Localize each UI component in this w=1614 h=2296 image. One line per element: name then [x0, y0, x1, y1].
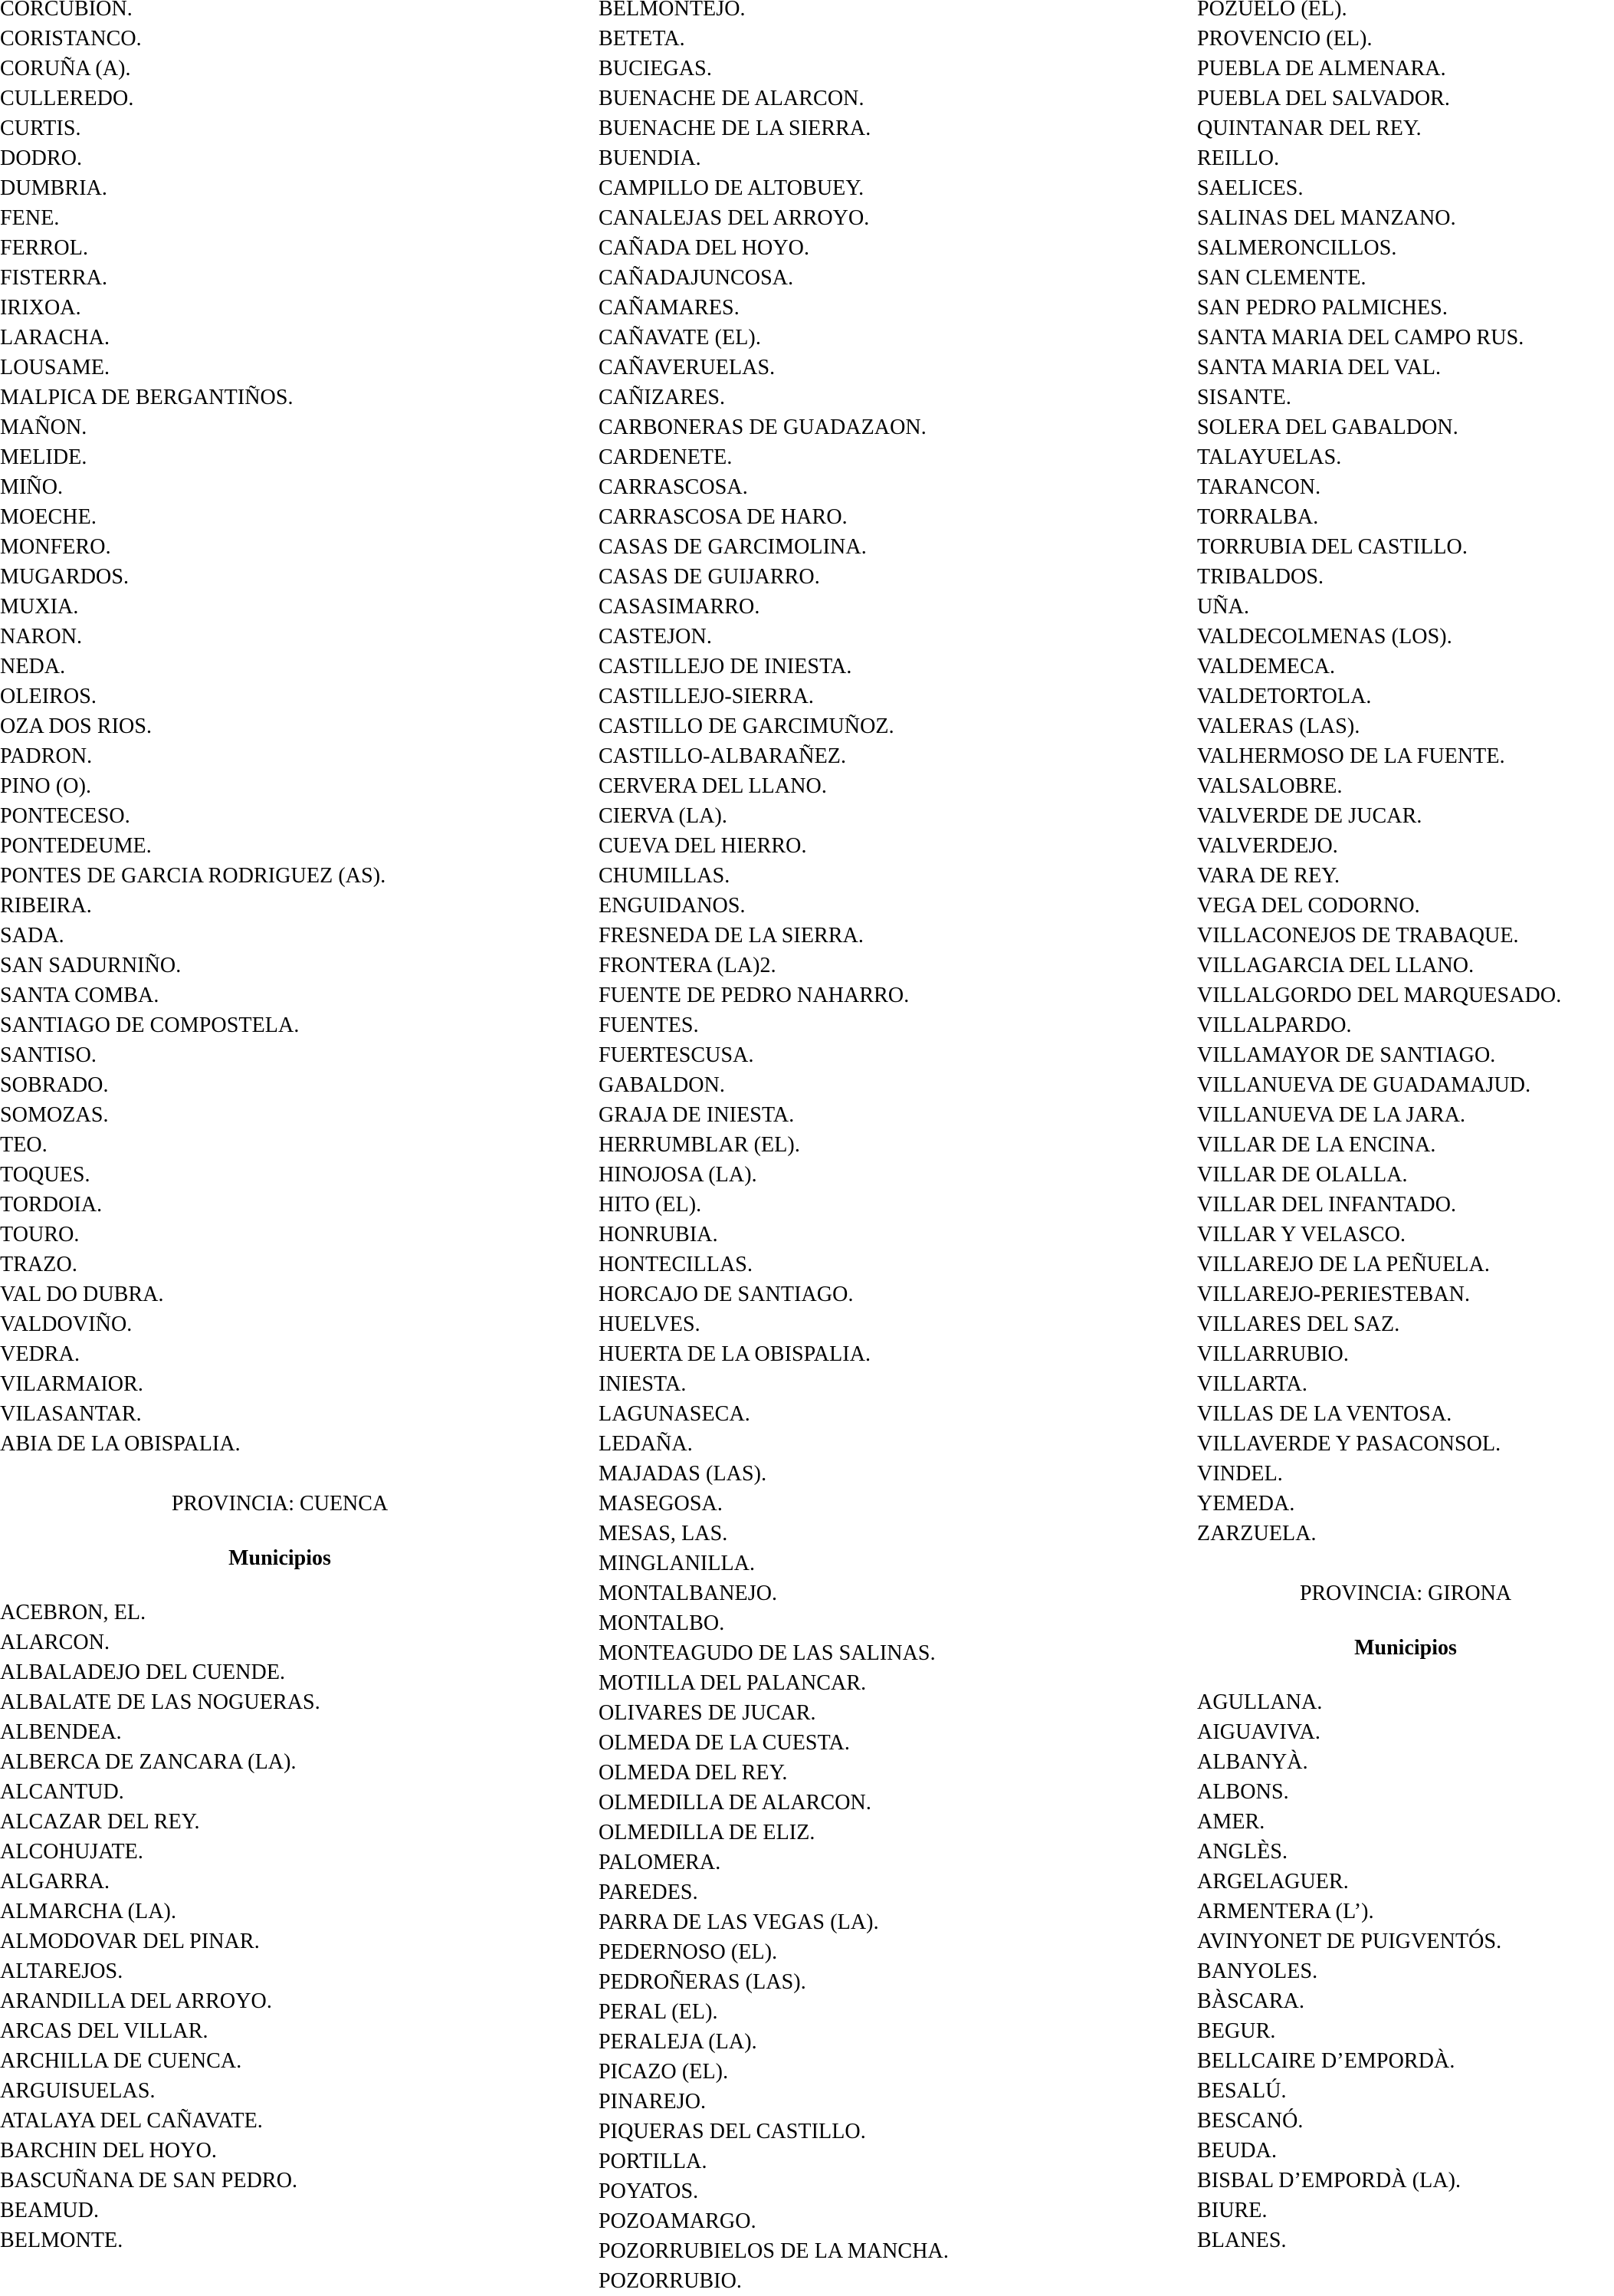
municipality-item: MONTALBO.	[599, 1611, 725, 1635]
municipality-item: PORTILLA.	[599, 2150, 707, 2173]
municipality-item: ALCOHUJATE.	[0, 1840, 143, 1864]
municipality-item: ARCHILLA DE CUENCA.	[0, 2049, 242, 2073]
municipality-item: VILLALGORDO DEL MARQUESADO.	[1197, 984, 1562, 1007]
municipality-item: FENE.	[0, 206, 60, 230]
municipality-item: SALINAS DEL MANZANO.	[1197, 206, 1456, 230]
municipality-item: TALAYUELAS.	[1197, 445, 1342, 469]
municipality-item: HONTECILLAS.	[599, 1253, 753, 1276]
municipality-item: MIÑO.	[0, 475, 64, 499]
municipality-item: FUENTES.	[599, 1013, 699, 1037]
municipality-item: MAÑON.	[0, 416, 87, 439]
municipality-item: VEGA DEL CODORNO.	[1197, 894, 1420, 918]
province-heading-girona: PROVINCIA: GIRONA	[1299, 1582, 1512, 1605]
municipality-item: VALDECOLMENAS (LOS).	[1197, 625, 1452, 649]
municipality-item: HONRUBIA.	[599, 1223, 718, 1247]
municipality-item: PEDERNOSO (EL).	[599, 1940, 778, 1964]
municipality-item: BANYOLES.	[1197, 1959, 1318, 1983]
municipality-item: ALCAZAR DEL REY.	[0, 1810, 200, 1834]
municipality-item: CORUÑA (A).	[0, 57, 131, 80]
municipality-item: POYATOS.	[599, 2179, 699, 2203]
municipality-item: BÀSCARA.	[1197, 1989, 1305, 2013]
municipality-item: POZOAMARGO.	[599, 2209, 756, 2233]
municipality-item: PALOMERA.	[599, 1851, 721, 1874]
municipality-item: VILLALPARDO.	[1197, 1013, 1352, 1037]
municipality-item: SOBRADO.	[0, 1073, 109, 1097]
municipality-item: CASTILLO DE GARCIMUÑOZ.	[599, 714, 894, 738]
municipality-item: SAN CLEMENTE.	[1197, 266, 1366, 290]
municipality-item: OLMEDA DEL REY.	[599, 1761, 788, 1785]
municipality-item: BEGUR.	[1197, 2019, 1276, 2043]
municipality-item: VALSALOBRE.	[1197, 774, 1343, 798]
column-2	[599, 0, 1166, 2296]
municipality-item: BUENACHE DE LA SIERRA.	[599, 117, 871, 140]
municipality-item: BETETA.	[599, 27, 685, 51]
municipality-item: DODRO.	[0, 146, 83, 170]
municipality-item: VILLARRUBIO.	[1197, 1342, 1349, 1366]
municipality-item: HINOJOSA (LA).	[599, 1163, 757, 1187]
municipality-item: MUXIA.	[0, 595, 79, 619]
municipality-item: BIURE.	[1197, 2199, 1268, 2222]
municipality-item: CAÑAVATE (EL).	[599, 326, 761, 350]
cuenca-municipality-list	[0, 1598, 567, 2255]
municipality-item: MONTEAGUDO DE LAS SALINAS.	[599, 1641, 936, 1665]
municipality-item: CAÑADAJUNCOSA.	[599, 266, 794, 290]
column-3	[1197, 0, 1614, 2255]
municipality-item: VILLAREJO-PERIESTEBAN.	[1197, 1283, 1471, 1306]
municipality-item: VILLAS DE LA VENTOSA.	[1197, 1402, 1452, 1426]
municipality-item: BUENDIA.	[599, 146, 701, 170]
municipality-item: INIESTA.	[599, 1372, 687, 1396]
municipality-item: PUEBLA DEL SALVADOR.	[1197, 87, 1451, 110]
municipality-item: OLMEDA DE LA CUESTA.	[599, 1731, 850, 1755]
municipality-item: ALBALADEJO DEL CUENDE.	[0, 1660, 286, 1684]
municipality-item: FERROL.	[0, 236, 89, 260]
municipality-item: MOECHE.	[0, 505, 97, 529]
municipality-item: PONTEDEUME.	[0, 834, 152, 858]
municipality-item: PADRON.	[0, 744, 93, 768]
municipality-item: CAÑADA DEL HOYO.	[599, 236, 810, 260]
municipality-item: AGULLANA.	[1197, 1690, 1323, 1714]
municipality-item: OLEIROS.	[0, 685, 97, 708]
municipality-item: NARON.	[0, 625, 83, 649]
municipality-item: TOURO.	[0, 1223, 80, 1247]
cuenca-municipality-list-2	[599, 0, 1166, 2296]
municipality-item: SANTA MARIA DEL CAMPO RUS.	[1197, 326, 1524, 350]
municipality-item: BELLCAIRE D’EMPORDÀ.	[1197, 2049, 1455, 2073]
municipality-item: BISBAL D’EMPORDÀ (LA).	[1197, 2169, 1461, 2193]
municipality-item: BESALÚ.	[1197, 2079, 1287, 2103]
municipality-item: PINO (O).	[0, 774, 92, 798]
municipality-item: ANGLÈS.	[1197, 1840, 1288, 1864]
municipality-item: FUERTESCUSA.	[599, 1043, 754, 1067]
municipality-item: CORCUBION.	[0, 0, 133, 21]
municipality-item: PIQUERAS DEL CASTILLO.	[599, 2120, 866, 2143]
municipality-item: BASCUÑANA DE SAN PEDRO.	[0, 2169, 298, 2193]
municipality-item: VALDEMECA.	[1197, 655, 1336, 678]
municipality-item: TORDOIA.	[0, 1193, 103, 1217]
municipality-item: TORRUBIA DEL CASTILLO.	[1197, 535, 1468, 559]
municipality-item: HUERTA DE LA OBISPALIA.	[599, 1342, 871, 1366]
municipality-item: ALTAREJOS.	[0, 1959, 123, 1983]
municipality-item: ALBONS.	[1197, 1780, 1289, 1804]
municipality-item: AIGUAVIVA.	[1197, 1720, 1320, 1744]
municipality-item: PARRA DE LAS VEGAS (LA).	[599, 1910, 879, 1934]
municipality-item: CIERVA (LA).	[599, 804, 727, 828]
municipality-item: BEUDA.	[1197, 2139, 1278, 2163]
municipality-item: SANTISO.	[0, 1043, 97, 1067]
municipality-item: SISANTE.	[1197, 386, 1291, 409]
municipality-item: CERVERA DEL LLANO.	[599, 774, 827, 798]
municipality-item: CASTILLEJO DE INIESTA.	[599, 655, 852, 678]
municipality-item: ACEBRON, EL.	[0, 1601, 146, 1624]
municipality-item: ALBALATE DE LAS NOGUERAS.	[0, 1690, 320, 1714]
municipality-item: SANTA MARIA DEL VAL.	[1197, 356, 1442, 379]
municipality-item: PONTES DE GARCIA RODRIGUEZ (AS).	[0, 864, 386, 888]
municipality-item: SADA.	[0, 924, 64, 948]
municipios-heading: Municipios	[228, 1546, 331, 1570]
municipality-item: OLIVARES DE JUCAR.	[599, 1701, 816, 1725]
municipality-item: VILLAMAYOR DE SANTIAGO.	[1197, 1043, 1496, 1067]
municipality-item: OLMEDILLA DE ALARCON.	[599, 1791, 871, 1815]
province-heading-cuenca: PROVINCIA: CUENCA	[171, 1492, 389, 1516]
municipality-item: VILLAGARCIA DEL LLANO.	[1197, 954, 1475, 977]
municipality-item: TRAZO.	[0, 1253, 77, 1276]
municipality-item: MAJADAS (LAS).	[599, 1462, 767, 1486]
municipality-item: DUMBRIA.	[0, 176, 108, 200]
municipality-item: OLMEDILLA DE ELIZ.	[599, 1821, 815, 1844]
municipality-item: CASASIMARRO.	[599, 595, 760, 619]
municipality-item: MONFERO.	[0, 535, 111, 559]
municipality-item: GRAJA DE INIESTA.	[599, 1103, 795, 1127]
municipality-item: VALERAS (LAS).	[1197, 714, 1360, 738]
municipality-item: HORCAJO DE SANTIAGO.	[599, 1283, 854, 1306]
column-1	[0, 0, 567, 2255]
municipality-item: VALDOVIÑO.	[0, 1312, 133, 1336]
municipality-item: YEMEDA.	[1197, 1492, 1295, 1516]
municipality-item: CASTILLO-ALBARAÑEZ.	[599, 744, 847, 768]
municipality-item: PERAL (EL).	[599, 2000, 718, 2024]
municipality-item: PICAZO (EL).	[599, 2060, 729, 2084]
municipality-item: TORRALBA.	[1197, 505, 1319, 529]
municipality-item: LOUSAME.	[0, 356, 110, 379]
municipality-item: CASAS DE GARCIMOLINA.	[599, 535, 867, 559]
municipality-item: VILLAR DEL INFANTADO.	[1197, 1193, 1457, 1217]
municipality-item: HUELVES.	[599, 1312, 700, 1336]
municipality-item: CAÑAVERUELAS.	[599, 356, 776, 379]
municipality-item: REILLO.	[1197, 146, 1280, 170]
municipality-item: POZUELO (EL).	[1197, 0, 1347, 21]
municipality-item: AVINYONET DE PUIGVENTÓS.	[1197, 1930, 1502, 1953]
municipality-item: CORISTANCO.	[0, 27, 142, 51]
municipality-item: CUEVA DEL HIERRO.	[599, 834, 807, 858]
municipality-item: VILLARES DEL SAZ.	[1197, 1312, 1400, 1336]
municipality-item: RIBEIRA.	[0, 894, 92, 918]
municipality-item: SAN PEDRO PALMICHES.	[1197, 296, 1448, 320]
municipality-item: CAÑAMARES.	[599, 296, 740, 320]
municipality-item: GABALDON.	[599, 1073, 726, 1097]
municipality-item: POZORRUBIELOS DE LA MANCHA.	[599, 2239, 949, 2263]
municipality-item: BLANES.	[1197, 2229, 1287, 2252]
municipality-item: MALPICA DE BERGANTIÑOS.	[0, 386, 294, 409]
municipality-item: VILLACONEJOS DE TRABAQUE.	[1197, 924, 1519, 948]
municipality-item: SAELICES.	[1197, 176, 1304, 200]
municipality-item: VILLAR Y VELASCO.	[1197, 1223, 1406, 1247]
municipality-item: BELMONTE.	[0, 2229, 123, 2252]
municipality-item: ARANDILLA DEL ARROYO.	[0, 1989, 272, 2013]
municipality-item: VILLAREJO DE LA PEÑUELA.	[1197, 1253, 1490, 1276]
municipality-item: BARCHIN DEL HOYO.	[0, 2139, 217, 2163]
cuenca-list-continued	[0, 0, 567, 1459]
municipality-item: VALVERDEJO.	[1197, 834, 1338, 858]
municipality-item: VINDEL.	[1197, 1462, 1283, 1486]
municipality-item: PONTECESO.	[0, 804, 130, 828]
municipality-item: LARACHA.	[0, 326, 110, 350]
municipality-item: CANALEJAS DEL ARROYO.	[599, 206, 870, 230]
municipality-item: UÑA.	[1197, 595, 1250, 619]
municipality-item: CURTIS.	[0, 117, 81, 140]
municipality-item: CASTEJON.	[599, 625, 712, 649]
municipality-item: VEDRA.	[0, 1342, 80, 1366]
municipality-item: ALARCON.	[0, 1631, 110, 1654]
municipality-item: VILLANUEVA DE GUADAMAJUD.	[1197, 1073, 1531, 1097]
municipality-item: CARBONERAS DE GUADAZAON.	[599, 416, 927, 439]
municipality-item: VALDETORTOLA.	[1197, 685, 1372, 708]
municipality-item: SANTA COMBA.	[0, 984, 159, 1007]
municipality-item: VARA DE REY.	[1197, 864, 1340, 888]
municipality-item: SOLERA DEL GABALDON.	[1197, 416, 1458, 439]
municipality-item: LAGUNASECA.	[599, 1402, 750, 1426]
municipality-item: SANTIAGO DE COMPOSTELA.	[0, 1013, 300, 1037]
municipality-item: MESAS, LAS.	[599, 1522, 728, 1545]
municipality-item: ALCANTUD.	[0, 1780, 124, 1804]
municipality-item: ALMARCHA (LA).	[0, 1900, 177, 1923]
municipality-item: CARRASCOSA.	[599, 475, 748, 499]
municipality-item: CAMPILLO DE ALTOBUEY.	[599, 176, 864, 200]
municipality-item: BESCANÓ.	[1197, 2109, 1304, 2133]
municipality-item: PUEBLA DE ALMENARA.	[1197, 57, 1446, 80]
cuenca-municipality-list-3	[1197, 0, 1614, 1549]
municipality-item: QUINTANAR DEL REY.	[1197, 117, 1422, 140]
municipality-item: PEDROÑERAS (LAS).	[599, 1970, 806, 1994]
municipality-item: TARANCON.	[1197, 475, 1321, 499]
municipality-item: ATALAYA DEL CAÑAVATE.	[0, 2109, 263, 2133]
municipality-item: MONTALBANEJO.	[599, 1582, 778, 1605]
municipality-item: VILLAR DE LA ENCINA.	[1197, 1133, 1436, 1157]
municipality-item: CULLEREDO.	[0, 87, 134, 110]
municipality-item: SAN SADURNIÑO.	[0, 954, 182, 977]
municipality-item: MINGLANILLA.	[599, 1552, 756, 1575]
municipality-item: HITO (EL).	[599, 1193, 702, 1217]
municipality-item: AMER.	[1197, 1810, 1265, 1834]
municipality-item: CARRASCOSA DE HARO.	[599, 505, 848, 529]
municipality-item: ALBERCA DE ZANCARA (LA).	[0, 1750, 297, 1774]
municipality-item: HERRUMBLAR (EL).	[599, 1133, 800, 1157]
municipality-item: TOQUES.	[0, 1163, 90, 1187]
municipality-item: BEAMUD.	[0, 2199, 100, 2222]
municipality-item: ZARZUELA.	[1197, 1522, 1317, 1545]
municipality-item: FUENTE DE PEDRO NAHARRO.	[599, 984, 910, 1007]
municipality-item: ALBANYÀ.	[1197, 1750, 1308, 1774]
municipality-item: ARGELAGUER.	[1197, 1870, 1349, 1894]
municipality-item: VILLARTA.	[1197, 1372, 1307, 1396]
municipality-item: PINAREJO.	[599, 2090, 707, 2114]
municipality-item: VILLAVERDE Y PASACONSOL.	[1197, 1432, 1501, 1456]
municipality-item: BUCIEGAS.	[599, 57, 712, 80]
municipality-item: PROVENCIO (EL).	[1197, 27, 1373, 51]
municipality-item: ALBENDEA.	[0, 1720, 122, 1744]
municipality-item: VILARMAIOR.	[0, 1372, 143, 1396]
municipality-item: ARMENTERA (L’).	[1197, 1900, 1374, 1923]
municipality-item: ENGUIDANOS.	[599, 894, 746, 918]
municipality-item: SALMERONCILLOS.	[1197, 236, 1397, 260]
municipality-item: PAREDES.	[599, 1880, 698, 1904]
municipality-item: ARCAS DEL VILLAR.	[0, 2019, 208, 2043]
municipios-heading: Municipios	[1354, 1636, 1457, 1660]
municipality-item: TEO.	[0, 1133, 48, 1157]
municipality-item: VAL DO DUBRA.	[0, 1283, 164, 1306]
municipality-item: VILLAR DE OLALLA.	[1197, 1163, 1408, 1187]
municipality-item: CARDENETE.	[599, 445, 733, 469]
municipality-item: FRESNEDA DE LA SIERRA.	[599, 924, 864, 948]
municipality-item: SOMOZAS.	[0, 1103, 109, 1127]
municipality-item: VALHERMOSO DE LA FUENTE.	[1197, 744, 1505, 768]
municipality-item: OZA DOS RIOS.	[0, 714, 153, 738]
municipality-item: CASTILLEJO-SIERRA.	[599, 685, 815, 708]
municipality-item: MUGARDOS.	[0, 565, 130, 589]
municipality-item: MELIDE.	[0, 445, 87, 469]
municipality-item: CASAS DE GUIJARRO.	[599, 565, 820, 589]
municipality-item: NEDA.	[0, 655, 66, 678]
municipality-item: BUENACHE DE ALARCON.	[599, 87, 864, 110]
municipality-item: MASEGOSA.	[599, 1492, 723, 1516]
municipality-item: TRIBALDOS.	[1197, 565, 1324, 589]
municipality-item: MOTILLA DEL PALANCAR.	[599, 1671, 867, 1695]
municipality-item: BELMONTEJO.	[599, 0, 746, 21]
municipality-item: ALGARRA.	[0, 1870, 110, 1894]
municipality-item: IRIXOA.	[0, 296, 81, 320]
municipality-item: ALMODOVAR DEL PINAR.	[0, 1930, 260, 1953]
municipality-item: FISTERRA.	[0, 266, 108, 290]
municipality-item: ABIA DE LA OBISPALIA.	[0, 1432, 241, 1456]
municipality-item: VILASANTAR.	[0, 1402, 142, 1426]
municipality-item: FRONTERA (LA)2.	[599, 954, 776, 977]
municipality-item: VALVERDE DE JUCAR.	[1197, 804, 1422, 828]
municipality-item: CAÑIZARES.	[599, 386, 726, 409]
municipality-item: PERALEJA (LA).	[599, 2030, 757, 2054]
municipality-item: LEDAÑA.	[599, 1432, 693, 1456]
municipality-item: VILLANUEVA DE LA JARA.	[1197, 1103, 1466, 1127]
municipality-item: CHUMILLAS.	[599, 864, 730, 888]
municipality-item: POZORRUBIO.	[599, 2269, 743, 2293]
municipality-item: ARGUISUELAS.	[0, 2079, 156, 2103]
girona-municipality-list	[1197, 1687, 1614, 2255]
